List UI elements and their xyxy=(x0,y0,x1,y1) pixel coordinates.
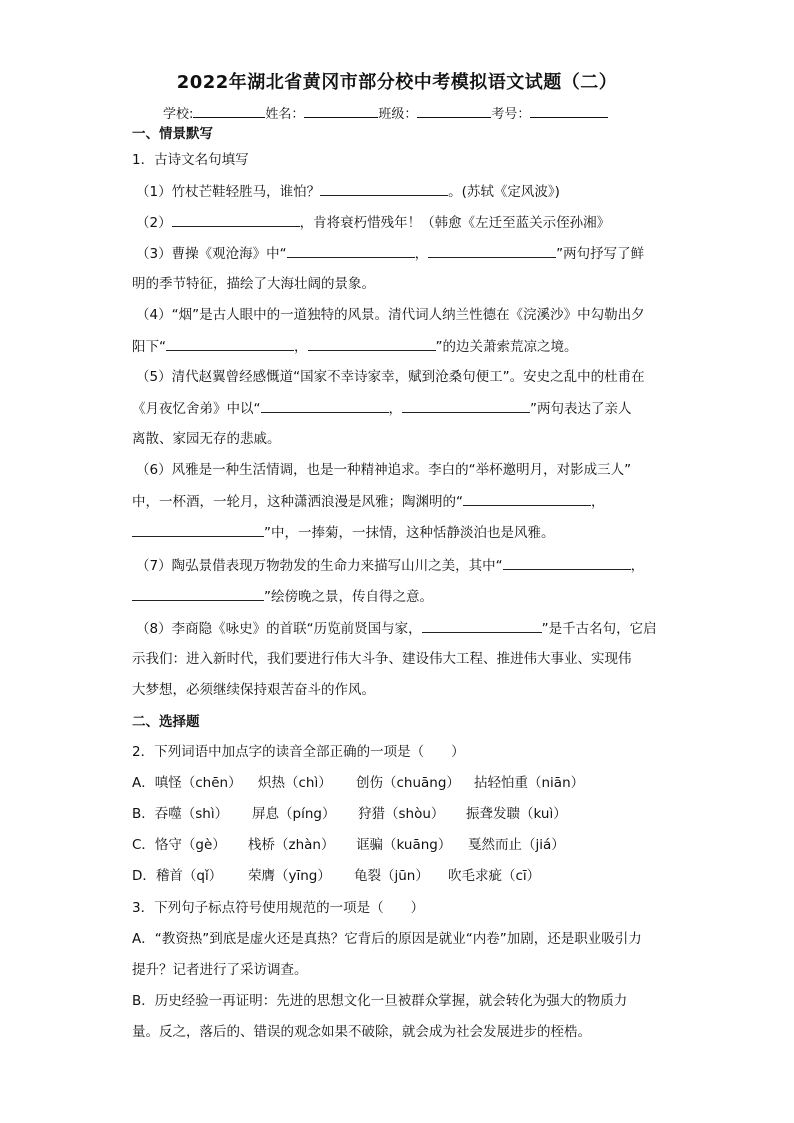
fill-item-4: （4）“烟”是古人眼中的一道独特的风景。清代词人纳兰性德在《浣溪沙》中勾勒出夕 xyxy=(136,307,645,323)
answer-blank[interactable] xyxy=(261,398,389,413)
q2-option-d[interactable]: D．稽首（qǐ） 荣膺（yīng） 龟裂（jūn） 吹毛求疵（cī） xyxy=(132,868,541,884)
q2-option-a[interactable]: A．嗔怪（chēn） 炽热（chì） 创伤（chuāng） 拈轻怕重（niān） xyxy=(132,775,585,791)
answer-blank[interactable] xyxy=(503,555,631,570)
fill-item-8-cont2: 大梦想，必须继续保持艰苦奋斗的作风。 xyxy=(132,682,375,698)
answer-blank[interactable] xyxy=(320,181,448,196)
q3-option-a-cont: 提升？记者进行了采访调查。 xyxy=(132,962,308,978)
answer-blank[interactable] xyxy=(287,243,415,258)
answer-blank[interactable] xyxy=(463,491,591,506)
fill-item-7-cont: ”绘傍晚之景，传自得之意。 xyxy=(132,586,433,607)
fill-item-5: （5）清代赵翼曾经感慨道“国家不幸诗家幸，赋到沧桑句便工”。安史之乱中的杜甫在 xyxy=(136,369,645,385)
q3-option-b[interactable]: B．历史经验一再证明：先进的思想文化一旦被群众掌握，就会转化为强大的物质力 xyxy=(132,993,628,1009)
student-info-line xyxy=(163,103,608,122)
answer-blank[interactable] xyxy=(422,618,542,633)
fill-item-6-cont2: ”中，一捧菊，一抹情，这种恬静淡泊也是风雅。 xyxy=(132,522,555,543)
name-label: 姓名： xyxy=(265,107,305,122)
fill-item-3-cont: 明的季节特征，描绘了大海壮阔的景象。 xyxy=(132,276,375,292)
fill-item-6-cont: 中，一杯酒，一轮月，这种潇洒浪漫是风雅；陶渊明的“ ， xyxy=(132,491,605,512)
question-2: 2．下列词语中加点字的读音全部正确的一项是（ ） xyxy=(132,744,465,760)
question-3: 3．下列句子标点符号使用规范的一项是（ ） xyxy=(132,900,425,916)
fill-item-5-cont2: 离散、家园无存的悲戚。 xyxy=(132,431,281,447)
page-title: 2022年湖北省黄冈市部分校中考模拟语文试题（二） xyxy=(176,72,618,93)
fill-item-6: （6）风雅是一种生活情调，也是一种精神追求。李白的“举杯邀明月，对影成三人” xyxy=(136,462,632,478)
school-label: 学校: xyxy=(163,107,194,122)
fill-item-8: （8）李商隐《咏史》的首联“历览前贤国与家， ”是千古名句，它启 xyxy=(136,618,657,639)
name-blank[interactable] xyxy=(304,105,378,118)
school-blank[interactable] xyxy=(193,105,265,118)
number-label: 考号： xyxy=(491,107,531,122)
q2-option-b[interactable]: B．吞噬（shì） 屏息（píng） 狩猎（shòu） 振聋发聩（kuì） xyxy=(132,806,567,822)
answer-blank[interactable] xyxy=(132,522,264,537)
section2-heading: 二、选择题 xyxy=(132,714,200,730)
q2-option-c[interactable]: C．恪守（gè） 栈桥（zhàn） 诓骗（kuāng） 戛然而止（jiá） xyxy=(132,837,565,853)
q3-option-b-cont: 量。反之，落后的、错误的观念如果不破除，就会成为社会发展进步的桎梏。 xyxy=(132,1024,591,1040)
question-1: 1．古诗文名句填写 xyxy=(132,152,249,168)
fill-item-1: （1）竹杖芒鞋轻胜马，谁怕？ 。(苏轼《定风波》) xyxy=(136,181,560,202)
answer-blank[interactable] xyxy=(166,336,294,351)
fill-item-2: （2） ，肯将衰朽惜残年！（韩愈《左迁至蓝关示侄孙湘》 xyxy=(136,212,610,233)
q3-option-a[interactable]: A．“教资热”到底是虚火还是真热？它背后的原因是就业“内卷”加剧，还是职业吸引力 xyxy=(132,931,642,947)
answer-blank[interactable] xyxy=(308,336,436,351)
answer-blank[interactable] xyxy=(132,586,264,601)
number-blank[interactable] xyxy=(530,105,608,118)
class-blank[interactable] xyxy=(417,105,491,118)
fill-item-7: （7）陶弘景借表现万物勃发的生命力来描写山川之美，其中“ ， xyxy=(136,555,644,576)
class-label: 班级： xyxy=(378,107,418,122)
answer-blank[interactable] xyxy=(402,398,530,413)
answer-blank[interactable] xyxy=(172,212,300,227)
section1-heading: 一、情景默写 xyxy=(132,126,213,142)
fill-item-4-cont: 阳下“ ， ”的边关萧索荒凉之境。 xyxy=(132,336,578,357)
answer-blank[interactable] xyxy=(428,243,556,258)
fill-item-3: （3）曹操《观沧海》中“ ， ”两句抒写了鲜 xyxy=(136,243,644,264)
fill-item-8-cont: 示我们：进入新时代，我们要进行伟大斗争、建设伟大工程、推进伟大事业、实现伟 xyxy=(132,651,632,667)
fill-item-5-cont: 《月夜忆舍弟》中以“ ， ”两句表达了亲人 xyxy=(132,398,632,419)
